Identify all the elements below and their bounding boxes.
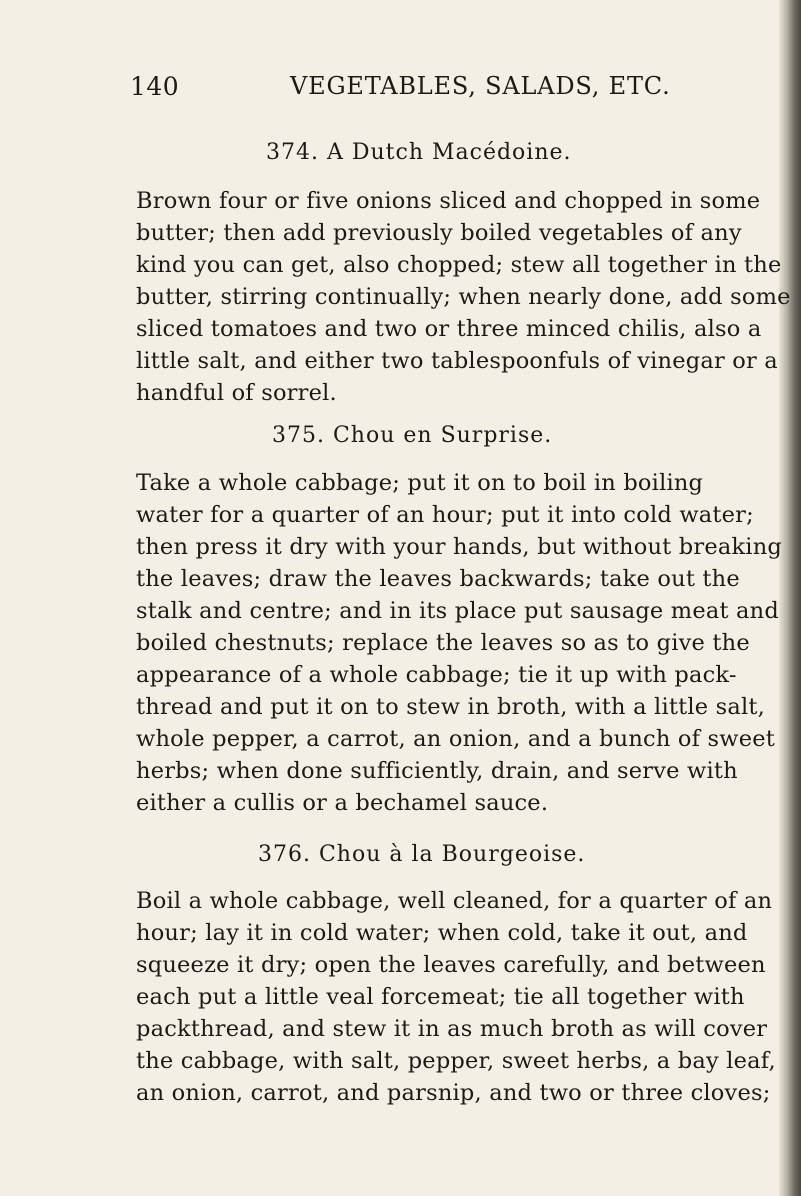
recipe-376-line: squeeze it dry; open the leaves carefully, and between	[136, 952, 766, 978]
recipe-375-line: Take a whole cabbage; put it on to boil in boiling	[136, 470, 704, 496]
page-binding-edge	[779, 0, 801, 1196]
recipe-376-line: hour; lay it in cold water; when cold, take it out, and	[136, 920, 748, 946]
recipe-375-line: appearance of a whole cabbage; tie it up with pack-	[136, 662, 737, 688]
recipe-374-line: Brown four or five onions sliced and chopped in some	[136, 188, 761, 214]
recipe-375-line: stalk and centre; and in its place put sausage meat and	[136, 598, 779, 624]
recipe-374-line: handful of sorrel.	[136, 380, 337, 406]
recipe-375-line: then press it dry with your hands, but without breaking	[136, 534, 782, 560]
recipe-374-line: sliced tomatoes and two or three minced chilis, also a	[136, 316, 762, 342]
recipe-376-line: an onion, carrot, and parsnip, and two or three cloves;	[136, 1080, 771, 1106]
recipe-374-line: butter, stirring continually; when nearly done, add some	[136, 284, 791, 310]
recipe-375-line: thread and put it on to stew in broth, with a little salt,	[136, 694, 765, 720]
recipe-374-line: little salt, and either two tablespoonfuls of vinegar or a	[136, 348, 778, 374]
recipe-375-line: water for a quarter of an hour; put it into cold water;	[136, 502, 754, 528]
recipe-375-line: either a cullis or a bechamel sauce.	[136, 790, 549, 816]
book-page: 140 VEGETABLES, SALADS, ETC. 374. A Dutch Macédoine. Brown four or five onions sliced and chopped in some butter; then add previously boiled vegetables of any kind you can get, also chopped; stew all together in the butter, stirring continually; when nearly done, add some sliced tomatoes and two or three minced chilis, also a little salt, and either two tablespoonfuls of vinegar or a handful of sorrel. 375. Chou en Surprise. Take a whole cabbage; put it on to boil in boiling water for a quarter of an hour; put it into cold water; then press it dry with your hands, but without breaking the leaves; draw the leaves backwards; take out the stalk and centre; and in its place put sausage meat and boiled chestnuts; replace the leaves so as to give the appearance of a whole cabbage; tie it up with pack- thread and put it on to stew in broth, with a little salt, whole pepper, a carrot, an onion, and a bunch of sweet herbs; when done sufficiently, drain, and serve with either a cullis or a bechamel sauce. 376. Chou à la Bourgeoise. Boil a whole cabbage, well cleaned, for a quarter of an hour; lay it in cold water; when cold, take it out, and squeeze it dry; open the leaves carefully, and between each put a little veal forcemeat; tie all together with packthread, and stew it in as much broth as will cover the cabbage, with salt, pepper, sweet herbs, a bay leaf, an onion, carrot, and parsnip, and two or three cloves;	[0, 0, 801, 1196]
running-head	[130, 72, 690, 106]
recipe-376-line: each put a little veal forcemeat; tie all together with	[136, 984, 745, 1010]
recipe-376-line: the cabbage, with salt, pepper, sweet herbs, a bay leaf,	[136, 1048, 776, 1074]
recipe-374-line: kind you can get, also chopped; stew all together in the	[136, 252, 782, 278]
recipe-374-line: butter; then add previously boiled vegetables of any	[136, 220, 742, 246]
recipe-375-line: herbs; when done sufficiently, drain, and serve with	[136, 758, 738, 784]
recipe-375-line: whole pepper, a carrot, an onion, and a bunch of sweet	[136, 726, 775, 752]
page-number: 140	[130, 72, 180, 101]
recipe-376-line: packthread, and stew it in as much broth as will cover	[136, 1016, 768, 1042]
recipe-375-line: the leaves; draw the leaves backwards; take out the	[136, 566, 740, 592]
running-title: VEGETABLES, SALADS, ETC.	[290, 72, 671, 100]
recipe-376-line: Boil a whole cabbage, well cleaned, for a quarter of an	[136, 888, 773, 914]
recipe-375-line: boiled chestnuts; replace the leaves so as to give the	[136, 630, 750, 656]
